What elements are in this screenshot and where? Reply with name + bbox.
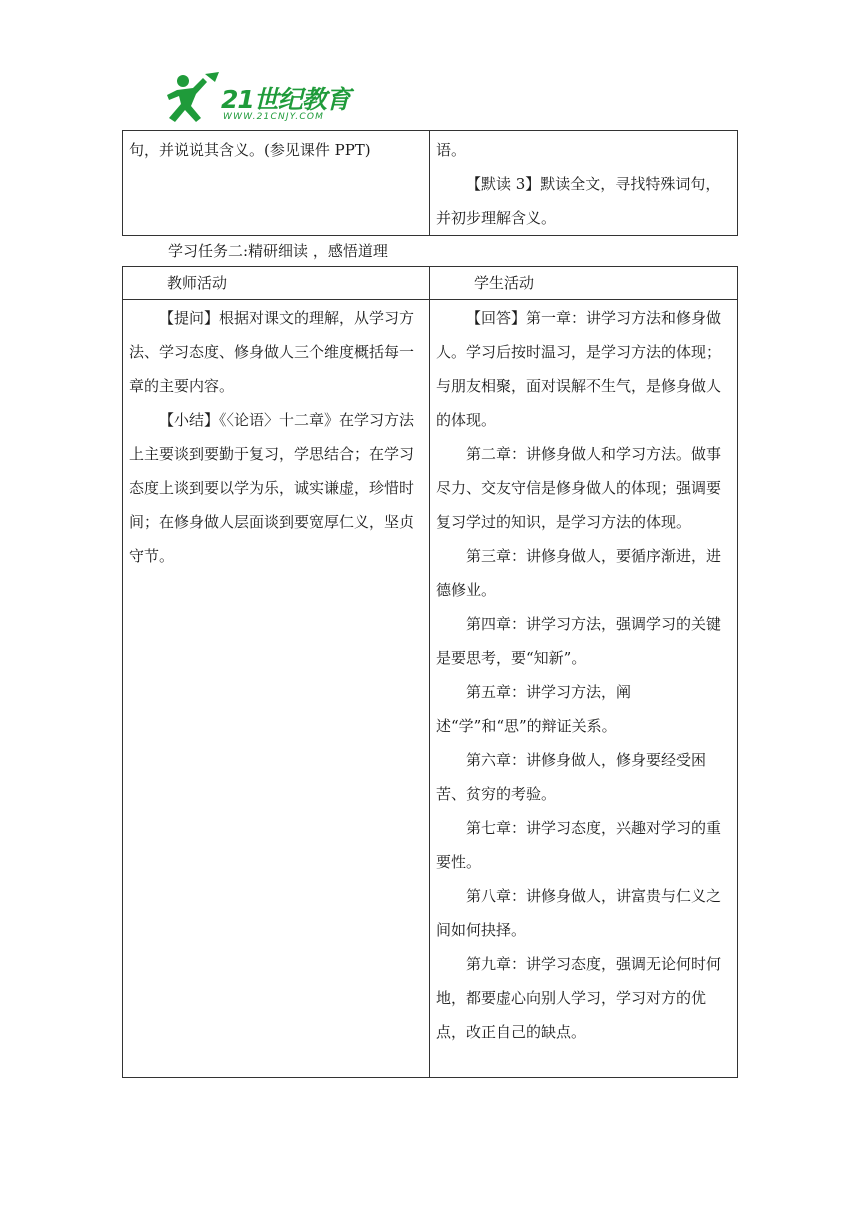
student-paragraph: 第四章：讲学习方法，强调学习的关键是要思考，要“知新”。 — [436, 615, 722, 667]
student-paragraph: 第七章：讲学习态度，兴趣对学习的重要性。 — [436, 819, 722, 871]
student-paragraph: 【回答】第一章：讲学习方法和修身做人。学习后按时温习，是学习方法的体现；与朋友相聚，面对误解不生气，是修身做人的体现。 — [436, 309, 722, 429]
header-cell-teacher — [123, 267, 430, 300]
table-row — [123, 131, 738, 236]
student-paragraph: 第八章：讲修身做人，讲富贵与仁义之间如何抉择。 — [436, 887, 722, 939]
teacher-paragraph: 【提问】根据对课文的理解，从学习方法、学习态度、修身做人三个维度概括每一章的主要内容。 — [129, 309, 415, 395]
teacher-text: 句，并说说其含义。(参见课件 PPT) — [129, 141, 371, 159]
site-logo — [163, 68, 373, 128]
logo-url-text: WWW.21CNJY.COM — [223, 112, 325, 122]
student-cell — [430, 131, 738, 236]
runner-icon — [163, 72, 221, 124]
student-text-line: 【默读 3】默读全文，寻找特殊词句，并初步理解含义。 — [436, 175, 721, 227]
student-paragraph: 第五章：讲学习方法，阐述“学”和“思”的辩证关系。 — [436, 683, 632, 735]
header-cell-student — [430, 267, 738, 300]
teacher-activity-cell — [123, 300, 430, 1078]
table-row — [123, 300, 738, 1078]
student-text-line: 语。 — [436, 141, 467, 159]
student-paragraph: 第二章：讲修身做人和学习方法。做事尽力、交友守信是修身做人的体现；强调要复习学过的知识，是学习方法的体现。 — [436, 445, 722, 531]
header-student-label: 学生活动 — [474, 274, 535, 292]
activity-table — [122, 266, 738, 1078]
student-paragraph: 第三章：讲修身做人，要循序渐进，进德修业。 — [436, 547, 722, 599]
header-teacher-label: 教师活动 — [167, 274, 228, 292]
task-title: 学习任务二:精研细读 ，感悟道理 — [168, 242, 388, 260]
table-header-row — [123, 267, 738, 300]
activity-table-continued — [122, 130, 738, 236]
teacher-cell — [123, 131, 430, 236]
student-paragraph: 第六章：讲修身做人，修身要经受困苦、贫穷的考验。 — [436, 751, 707, 803]
logo-brand-text: 21世纪教育 — [221, 85, 350, 114]
student-paragraph: 第九章：讲学习态度，强调无论何时何地，都要虚心向别人学习，学习对方的优点，改正自己的缺点。 — [436, 955, 722, 1041]
teacher-paragraph: 【小结】《〈论语〉十二章》在学习方法上主要谈到要勤于复习，学思结合；在学习态度上谈到要以学为乐，诚实谦虚，珍惜时间；在修身做人层面谈到要宽厚仁义，坚贞守节。 — [129, 411, 415, 565]
student-activity-cell — [430, 300, 738, 1078]
